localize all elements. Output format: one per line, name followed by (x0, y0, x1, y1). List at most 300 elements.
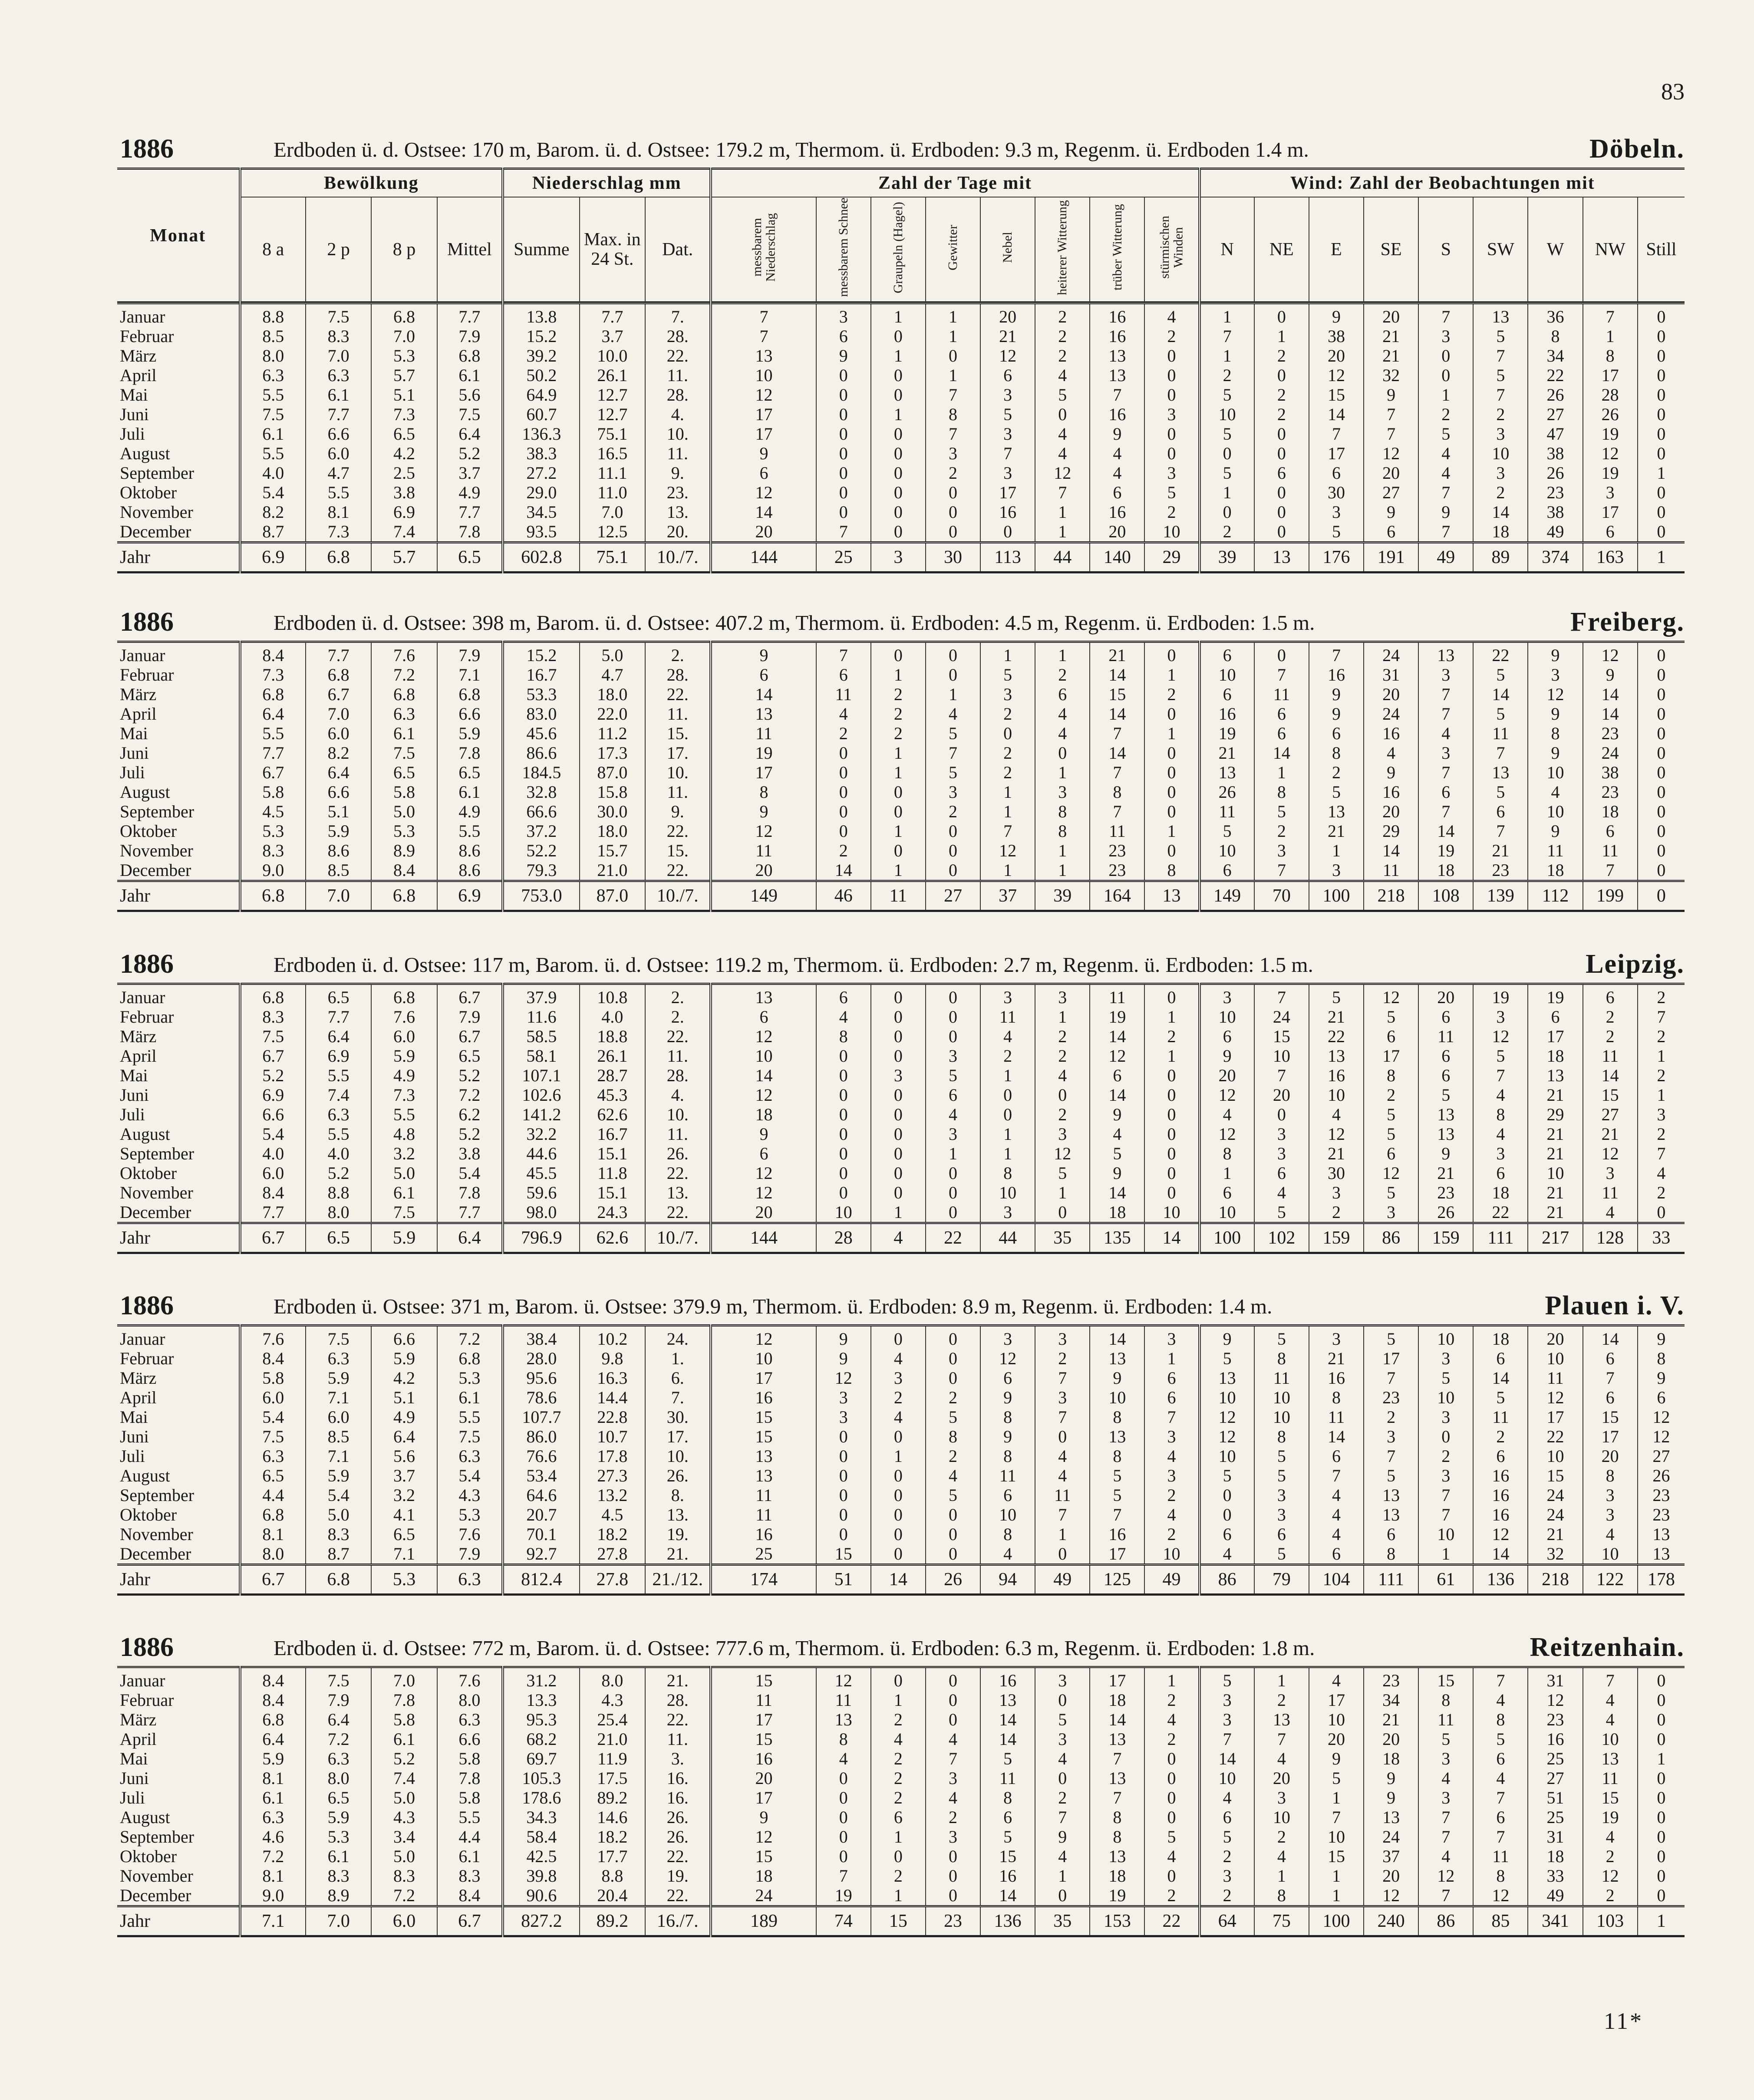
header-tage-col (711, 197, 816, 302)
cell: 100 (1309, 1906, 1364, 1936)
station-info: Erdboden ü. Ostsee: 371 m, Barom. ü. Ostsee: 379.9 m, Thermom. ü. Erdboden: 8.9 m, Regenm. ü. Erdboden: 1.4 m. (274, 1294, 1273, 1318)
cell: 13 (1364, 1505, 1418, 1524)
month-label: Mai (120, 385, 148, 405)
cell: 10 (1254, 1046, 1309, 1066)
cell: 3 (1418, 1349, 1473, 1368)
cell: 4 (926, 704, 980, 724)
cell: 21 (1309, 1349, 1364, 1368)
cell: 15 (1528, 1466, 1583, 1485)
cell: 7 (1418, 685, 1473, 704)
cell: 1 (1035, 1866, 1090, 1886)
cell: 9 (1638, 1326, 1685, 1349)
cell: 8 (1090, 1446, 1144, 1466)
cell: 13 (1090, 1427, 1144, 1446)
cell: 7 (1418, 1807, 1473, 1827)
cell: 5 (1254, 802, 1309, 821)
cell: 16 (1473, 1466, 1528, 1485)
table-row (117, 1407, 1685, 1427)
cell: 0 (1144, 444, 1199, 463)
cell: 31.2 (503, 1667, 580, 1691)
cell: 9.0 (240, 1886, 306, 1906)
cell: 12 (1364, 444, 1418, 463)
cell: 17. (645, 743, 711, 763)
cell: 1 (1638, 463, 1685, 483)
cell: 7.6 (371, 642, 437, 665)
cell: 0 (871, 522, 926, 543)
cell: 9 (1364, 502, 1418, 522)
cell: 15.1 (580, 1144, 645, 1163)
cell: 8 (980, 1446, 1035, 1466)
cell: 0 (1144, 1788, 1199, 1807)
cell: 20 (1254, 1085, 1309, 1105)
cell: 11 (1473, 724, 1528, 743)
cell: 12 (1364, 984, 1418, 1007)
cell: 49 (1528, 1886, 1583, 1906)
cell: 8.8 (306, 1183, 371, 1202)
cell: 20 (1309, 1729, 1364, 1749)
station-name: Reitzenhain. (1530, 1633, 1685, 1662)
cell: 0 (1035, 1427, 1090, 1446)
jahr-label: Jahr (117, 1223, 240, 1253)
cell: 1 (1638, 1046, 1685, 1066)
cell: 10.2 (580, 1326, 645, 1349)
cell: 1 (1035, 642, 1090, 665)
cell: 0 (1638, 1827, 1685, 1847)
cell: 0 (816, 1807, 871, 1827)
cell: 12 (1528, 1388, 1583, 1407)
cell: 13 (1090, 1768, 1144, 1788)
cell: 2. (645, 984, 711, 1007)
cell: 7 (1309, 642, 1364, 665)
cell: 61 (1418, 1565, 1473, 1595)
cell: 144 (711, 1223, 816, 1253)
cell: 9 (711, 802, 816, 821)
cell: 7.2 (371, 665, 437, 685)
station-header (117, 941, 1685, 983)
cell: 14 (1090, 1027, 1144, 1046)
cell: 6 (1309, 1446, 1364, 1466)
cell: 4 (1035, 704, 1090, 724)
cell: 13 (1090, 1847, 1144, 1866)
cell: 4 (980, 1027, 1035, 1046)
cell: 3 (816, 1388, 871, 1407)
cell: 3 (1035, 1667, 1090, 1691)
month-label: April (120, 1046, 157, 1066)
cell: 6.3 (306, 365, 371, 385)
cell: 7.8 (371, 1690, 437, 1710)
cell: 7 (1418, 802, 1473, 821)
cell: 1 (1638, 1085, 1685, 1105)
cell: 18 (711, 1866, 816, 1886)
cell: 6.8 (371, 685, 437, 704)
table-row (117, 1105, 1685, 1124)
cell: 4 (926, 1466, 980, 1485)
cell: 5.0 (371, 1847, 437, 1866)
cell: 2 (980, 1046, 1035, 1066)
cell: 2 (1583, 1847, 1638, 1866)
cell: 6 (1364, 1144, 1418, 1163)
table-row (117, 444, 1685, 463)
jahr-label: Jahr (117, 1906, 240, 1936)
cell: 0 (1638, 704, 1685, 724)
cell: 16 (980, 502, 1035, 522)
cell: 6.8 (371, 303, 437, 327)
cell: 14 (1364, 841, 1418, 860)
cell: 21 (1364, 326, 1418, 346)
cell: 3 (1638, 1105, 1685, 1124)
cell: 2 (1638, 1066, 1685, 1085)
data-table (117, 1666, 1685, 1937)
cell: 16 (1200, 704, 1254, 724)
table-row (117, 1690, 1685, 1710)
cell: 108 (1418, 881, 1473, 911)
cell: 0 (1035, 1768, 1090, 1788)
cell: 5 (926, 1407, 980, 1427)
cell: 27 (926, 881, 980, 911)
cell: 12 (980, 346, 1035, 365)
cell: 20 (1364, 1729, 1418, 1749)
cell: 49 (1528, 522, 1583, 543)
cell: 12 (711, 1085, 816, 1105)
cell: 15 (1583, 1085, 1638, 1105)
cell: 0 (980, 724, 1035, 743)
header-wind-col: E (1309, 197, 1364, 302)
cell: 3 (1364, 1202, 1418, 1223)
cell: 6 (1254, 1524, 1309, 1544)
cell: 18.2 (580, 1827, 645, 1847)
cell: 11 (1473, 1847, 1528, 1866)
cell: 26.1 (580, 365, 645, 385)
cell: 4.8 (371, 1124, 437, 1144)
cell: 4.0 (306, 1144, 371, 1163)
cell: 22. (645, 346, 711, 365)
cell: 1 (980, 1144, 1035, 1163)
cell: 3 (1309, 502, 1364, 522)
cell: 23 (1090, 860, 1144, 881)
cell: 6.6 (437, 1729, 503, 1749)
cell: 10.7 (580, 1427, 645, 1446)
cell: 3 (1583, 1485, 1638, 1505)
cell: 8.4 (437, 1886, 503, 1906)
cell: 11 (1418, 1710, 1473, 1729)
cell: 5.2 (240, 1066, 306, 1085)
cell: 7.7 (240, 743, 306, 763)
cell: 5.5 (240, 724, 306, 743)
cell: 8 (1473, 1105, 1528, 1124)
cell: 0 (926, 346, 980, 365)
cell: 5 (1035, 385, 1090, 405)
cell: 3 (1309, 860, 1364, 881)
cell: 6.5 (437, 543, 503, 573)
cell: 0 (816, 463, 871, 483)
cell: 1 (980, 802, 1035, 821)
cell: 1 (871, 405, 926, 424)
cell: 13 (1418, 642, 1473, 665)
cell: 0 (1035, 405, 1090, 424)
cell: 0 (871, 1007, 926, 1027)
cell: 10 (1309, 1085, 1364, 1105)
cell: 4 (1090, 463, 1144, 483)
cell: 9 (1583, 665, 1638, 685)
cell: 11 (1583, 1768, 1638, 1788)
cell: 1 (1309, 1788, 1364, 1807)
cell: 0 (926, 483, 980, 502)
cell: 7 (1418, 1886, 1473, 1906)
cell: 2 (1254, 1690, 1309, 1710)
cell: 18.8 (580, 1027, 645, 1046)
cell: 1 (1035, 522, 1090, 543)
cell: 16.5 (580, 444, 645, 463)
cell: 0 (1254, 522, 1309, 543)
cell: 3 (1309, 1326, 1364, 1349)
cell: 23 (1583, 782, 1638, 802)
table-row (117, 1124, 1685, 1144)
cell: 7.9 (437, 1544, 503, 1565)
cell: 184.5 (503, 763, 580, 782)
cell: 5.8 (240, 1368, 306, 1388)
cell: 37 (980, 881, 1035, 911)
cell: 3 (1473, 1144, 1528, 1163)
cell: 128 (1583, 1223, 1638, 1253)
cell: 6.8 (437, 685, 503, 704)
cell: 28. (645, 1690, 711, 1710)
cell: 8.8 (580, 1866, 645, 1886)
cell: 24 (1583, 743, 1638, 763)
cell: 7.0 (306, 346, 371, 365)
cell: 17 (1583, 502, 1638, 522)
cell: 5.8 (437, 1788, 503, 1807)
cell: 7 (1090, 1749, 1144, 1768)
cell: 2 (980, 743, 1035, 763)
month-label: August (120, 1807, 170, 1827)
cell: 0 (816, 1066, 871, 1085)
cell: 10 (1309, 1827, 1364, 1847)
cell: 4.4 (437, 1827, 503, 1847)
cell: 3.2 (371, 1144, 437, 1163)
cell: 4 (1254, 1749, 1309, 1768)
cell: 0 (1638, 743, 1685, 763)
cell: 13 (816, 1710, 871, 1729)
cell: 6.4 (437, 1223, 503, 1253)
cell: 7.4 (306, 1085, 371, 1105)
cell: 0 (816, 1085, 871, 1105)
cell: 70 (1254, 881, 1309, 911)
cell: 23 (1364, 1667, 1418, 1691)
header-wind-col: SW (1473, 197, 1528, 302)
cell: 70.1 (503, 1524, 580, 1544)
cell: 74 (816, 1906, 871, 1936)
cell: 4.2 (371, 1368, 437, 1388)
cell: 59.6 (503, 1183, 580, 1202)
cell: 6 (1583, 821, 1638, 841)
cell: 5.1 (371, 1388, 437, 1407)
cell: 10 (1418, 1388, 1473, 1407)
cell: 5 (1200, 1466, 1254, 1485)
cell: 217 (1528, 1223, 1583, 1253)
cell: 6.7 (437, 984, 503, 1007)
cell: 6 (980, 365, 1035, 385)
cell: 27 (1583, 1105, 1638, 1124)
cell: 9 (980, 1427, 1035, 1446)
cell: 6.3 (240, 365, 306, 385)
cell: 4 (871, 1729, 926, 1749)
header-monat: Monat (117, 169, 240, 302)
cell: 6 (1583, 1388, 1638, 1407)
cell: 12 (711, 1027, 816, 1046)
table-row (117, 385, 1685, 405)
cell: 22. (645, 1163, 711, 1183)
cell: 14 (1473, 502, 1528, 522)
table-row (117, 303, 1685, 327)
month-label: Juni (120, 1085, 149, 1105)
month-label: Februar (120, 1690, 174, 1710)
cell: 3 (871, 1066, 926, 1085)
cell: 0 (816, 1788, 871, 1807)
table-row-jahr (117, 1906, 1685, 1936)
cell: 17 (711, 1788, 816, 1807)
cell: 149 (1200, 881, 1254, 911)
cell: 0 (1418, 365, 1473, 385)
cell: 189 (711, 1906, 816, 1936)
month-label: Juni (120, 1768, 149, 1788)
cell: 5.5 (437, 1807, 503, 1827)
cell: 78.6 (503, 1388, 580, 1407)
station-block (117, 599, 1685, 912)
cell: 10 (1418, 1524, 1473, 1544)
cell: 3 (1035, 1729, 1090, 1749)
cell: 17.7 (580, 1847, 645, 1866)
cell: 11 (1528, 1368, 1583, 1388)
cell: 11 (1254, 685, 1309, 704)
cell: 7 (1090, 1505, 1144, 1524)
cell: 19 (1583, 1807, 1638, 1827)
cell: 7 (711, 303, 816, 327)
header-niederschlag: Niederschlag mm (503, 169, 711, 197)
cell: 7.0 (371, 326, 437, 346)
month-label: Januar (120, 987, 165, 1007)
cell: 6. (645, 1368, 711, 1388)
cell: 7 (1364, 1446, 1418, 1466)
cell: 5.3 (240, 821, 306, 841)
cell: 6 (1200, 860, 1254, 881)
month-label: December (120, 1886, 191, 1905)
cell: 5 (980, 1749, 1035, 1768)
cell: 5.0 (371, 802, 437, 821)
table-row-jahr (117, 1565, 1685, 1595)
cell: 31 (1528, 1827, 1583, 1847)
cell: 6 (1528, 1007, 1583, 1027)
cell: 7 (1254, 1729, 1309, 1749)
cell: 24 (1364, 704, 1418, 724)
cell: 16 (1364, 782, 1418, 802)
cell: 3 (1254, 1485, 1309, 1505)
cell: 6 (1309, 724, 1364, 743)
month-label: Juli (120, 424, 145, 444)
cell: 6.0 (371, 1027, 437, 1046)
cell: 5 (1309, 1768, 1364, 1788)
cell: 6 (1638, 1388, 1685, 1407)
month-label: Mai (120, 724, 148, 743)
cell: 10 (1200, 1768, 1254, 1788)
cell: 9 (816, 1326, 871, 1349)
cell: 24. (645, 1326, 711, 1349)
cell: 0 (871, 1485, 926, 1505)
cell: 30.0 (580, 802, 645, 821)
cell: 7.9 (306, 1690, 371, 1710)
cell: 16.3 (580, 1368, 645, 1388)
cell: 0 (1254, 1105, 1309, 1124)
cell: 4 (816, 704, 871, 724)
cell: 94 (980, 1565, 1035, 1595)
cell: 5.4 (240, 1124, 306, 1144)
cell: 14 (1090, 1710, 1144, 1729)
cell: 0 (1638, 881, 1685, 911)
month-label: September (120, 463, 195, 483)
cell: 6 (1090, 483, 1144, 502)
cell: 5.7 (371, 543, 437, 573)
cell: 9 (711, 444, 816, 463)
cell: 7.9 (437, 1007, 503, 1027)
cell: 7 (1473, 1788, 1528, 1807)
cell: 15 (1583, 1788, 1638, 1807)
cell: 10 (1144, 1544, 1199, 1565)
cell: 8.4 (240, 642, 306, 665)
cell: 0 (871, 841, 926, 860)
cell: 5 (1364, 1183, 1418, 1202)
cell: 0 (926, 502, 980, 522)
header-tage-label: Graupeln (Hagel) (891, 201, 905, 293)
month-label: Oktober (120, 821, 177, 841)
cell: 9 (1528, 704, 1583, 724)
cell: 0 (926, 821, 980, 841)
cell: 16 (711, 1749, 816, 1768)
cell: 8 (1528, 326, 1583, 346)
cell: 15 (1254, 1027, 1309, 1046)
cell: 10 (1200, 1007, 1254, 1027)
cell: 2 (871, 1749, 926, 1768)
cell: 9 (1418, 502, 1473, 522)
cell: 31 (1364, 665, 1418, 685)
cell: 22 (1528, 365, 1583, 385)
cell: 2 (1254, 385, 1309, 405)
cell: 17 (711, 1710, 816, 1729)
cell: 0 (1638, 821, 1685, 841)
header-tage-label: trüber Witterung (1110, 204, 1124, 291)
cell: 4 (926, 1729, 980, 1749)
cell: 4 (1144, 1505, 1199, 1524)
cell: 1 (926, 326, 980, 346)
cell: 2 (926, 463, 980, 483)
cell: 6 (1418, 782, 1473, 802)
cell: 0 (926, 665, 980, 685)
cell: 6.8 (240, 1505, 306, 1524)
cell: 2 (926, 1446, 980, 1466)
cell: 12 (711, 821, 816, 841)
cell: 28.7 (580, 1066, 645, 1085)
cell: 49 (1035, 1565, 1090, 1595)
cell: 23 (926, 1906, 980, 1936)
cell: 10 (1473, 444, 1528, 463)
cell: 27.8 (580, 1565, 645, 1595)
cell: 111 (1473, 1223, 1528, 1253)
cell: 7. (645, 303, 711, 327)
cell: 9 (1309, 685, 1364, 704)
cell: 21.0 (580, 1729, 645, 1749)
cell: 20. (645, 522, 711, 543)
cell: 3 (1035, 1124, 1090, 1144)
cell: 0 (1254, 642, 1309, 665)
cell: 3 (1200, 1866, 1254, 1886)
